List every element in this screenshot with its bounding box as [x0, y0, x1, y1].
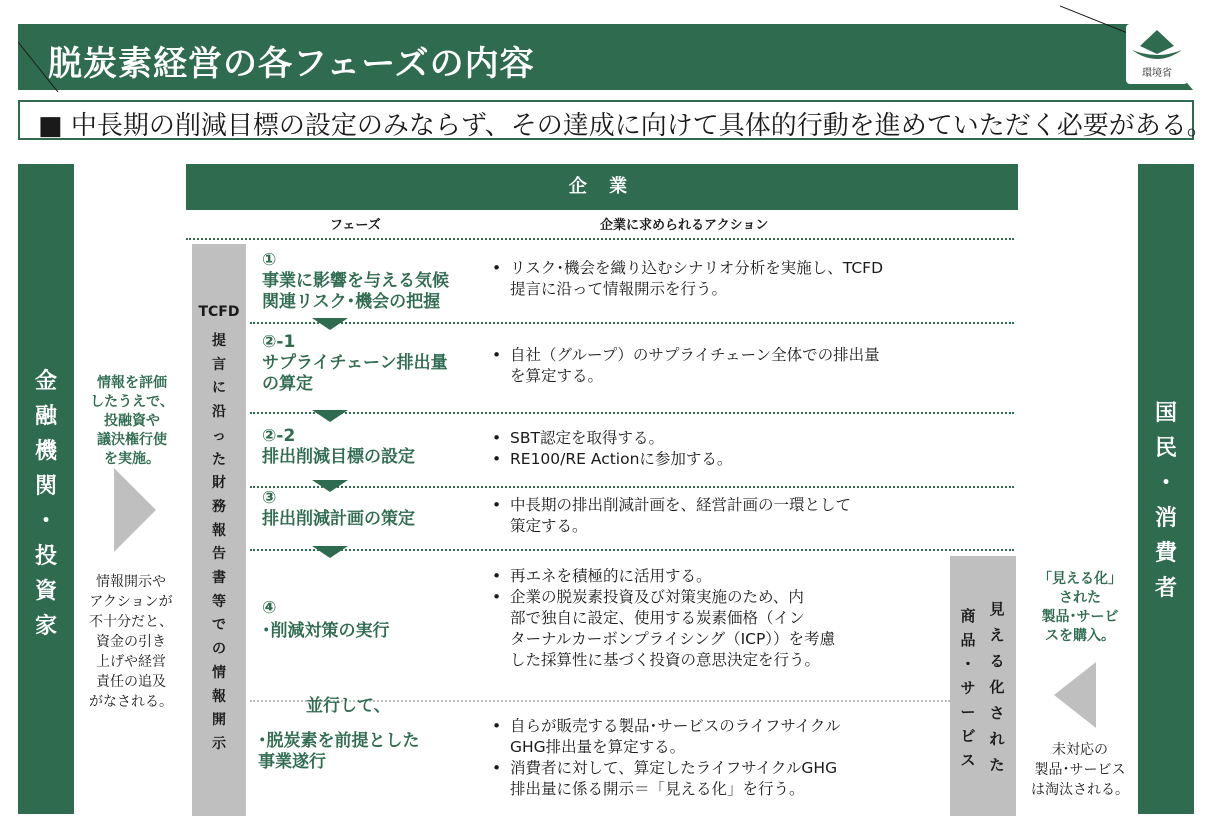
investor-consequence-note	[78, 572, 184, 712]
tcfd-char: 書	[212, 570, 226, 587]
phase-column-header: フェーズ	[330, 218, 381, 233]
investor-bar-char: 資	[34, 579, 57, 604]
investor-bar-char: 投	[34, 544, 57, 569]
consumer-bar-char: 費	[1154, 541, 1177, 566]
note-line: 資金の引き	[96, 634, 166, 650]
visualized-label	[982, 596, 1012, 778]
phase-title-line: ･脱炭素を前提とした	[258, 731, 420, 751]
action-item: • SBT認定を取得する。	[492, 428, 732, 449]
note-line: がなされる。	[89, 694, 173, 710]
action-item: • リスク･機会を織り込むシナリオ分析を実施し、TCFD 提言に沿って情報開示を行う。	[492, 258, 883, 300]
row-divider	[250, 412, 1014, 414]
phase-title-line: 関連リスク･機会の把握	[262, 292, 441, 312]
down-arrow-icon	[312, 318, 348, 330]
phase-title	[262, 426, 415, 468]
note-line: 製品･サービ	[1041, 609, 1119, 625]
phase-title	[262, 488, 415, 530]
consumer-bar-label	[1138, 396, 1194, 606]
tcfd-char: に	[212, 380, 226, 397]
note-line: 投融資や	[104, 413, 160, 429]
visualized-char: え	[989, 626, 1005, 644]
subtitle-text: ■ 中長期の削減目標の設定のみならず、その達成に向けて具体的行動を進めていただく必要がある。	[38, 111, 1213, 141]
visualized-char: た	[989, 756, 1005, 774]
down-arrow-icon	[312, 546, 348, 558]
consumer-bar-char: 消	[1154, 506, 1177, 531]
phase-title-line: ①	[262, 250, 277, 270]
investor-bar-char: 融	[34, 404, 57, 429]
tcfd-char: 告	[212, 546, 226, 563]
investor-bar	[18, 164, 74, 814]
note-line: を実施。	[104, 451, 160, 467]
phase-title	[262, 332, 448, 395]
phase-title-line: 事業遂行	[258, 752, 326, 772]
investor-action-note	[80, 374, 184, 469]
action-item: • RE100/RE Actionに参加する。	[492, 449, 732, 470]
note-line: 上げや経営	[96, 654, 166, 670]
products-char: ー	[960, 703, 976, 721]
tcfd-char: た	[212, 451, 226, 468]
logo-label: 環境省	[1142, 68, 1172, 79]
note-line: 不十分だと、	[89, 614, 173, 630]
right-arrow-icon	[114, 468, 158, 552]
action-item: • 自らが販売する製品･サービスのライフサイクル GHG排出量を算定する。	[492, 716, 840, 758]
phase-title-line: ･削減対策の実行	[262, 621, 390, 641]
tcfd-char: 開	[212, 712, 226, 729]
action-item: • 中長期の排出削減計画を、経営計画の一環として 策定する。	[492, 495, 851, 537]
visualized-char: 見	[989, 600, 1005, 618]
action-list	[492, 495, 851, 537]
phase-title-line: 並行して、	[306, 696, 391, 716]
row-divider	[250, 549, 1014, 551]
products-char: 品	[960, 631, 976, 649]
phase-title	[262, 598, 390, 642]
tcfd-char: 等	[212, 593, 226, 610]
investor-bar-char: 機	[34, 439, 57, 464]
phase-title-line: 排出削減計画の策定	[262, 509, 415, 529]
action-item: • 再エネを積極的に活用する。	[492, 566, 835, 587]
phase-title-line: 事業に影響を与える気候	[262, 271, 449, 291]
products-char: ビ	[960, 727, 976, 745]
note-line: 情報を評価	[97, 375, 167, 391]
tcfd-label: TCFD	[198, 304, 240, 320]
action-list	[492, 716, 840, 800]
phase-title-line: 排出削減目標の設定	[262, 447, 415, 467]
note-line: 製品･サービス	[1034, 762, 1126, 778]
note-line: 「見える化」	[1038, 571, 1122, 587]
note-line: アクションが	[89, 594, 173, 610]
tcfd-char: 示	[212, 735, 226, 752]
tcfd-char: 務	[212, 498, 226, 515]
consumer-action-note	[1024, 570, 1136, 646]
action-item: • 消費者に対して、算定したライフサイクルGHG 排出量に係る開示＝「見える化」を行う。	[492, 758, 840, 800]
action-item: • 自社（グループ）のサプライチェーン全体での排出量 を算定する。	[492, 345, 880, 387]
phase-title-line: ②-1	[262, 332, 296, 352]
products-char: ス	[960, 751, 976, 769]
tcfd-char: 情	[212, 664, 226, 681]
note-line: したうえで、	[90, 394, 174, 410]
phase-title-line: の算定	[262, 374, 313, 394]
note-line: は淘汰される。	[1031, 782, 1129, 798]
tcfd-char: 沿	[212, 404, 226, 421]
phase-title-line: ③	[262, 488, 277, 508]
visualized-char: れ	[989, 730, 1005, 748]
tcfd-char: 提	[212, 333, 226, 349]
page-title: 脱炭素経営の各フェーズの内容	[48, 44, 535, 84]
phase-title-line: サプライチェーン排出量	[262, 353, 448, 373]
action-list	[492, 258, 883, 300]
investor-bar-label	[18, 364, 74, 644]
products-char: 商	[960, 607, 976, 625]
products-char: サ	[960, 679, 976, 697]
left-arrow-icon	[1054, 662, 1098, 728]
action-list	[492, 566, 835, 671]
tcfd-char: 言	[212, 356, 226, 373]
investor-bar-char: 金	[34, 369, 57, 394]
company-header: 企 業	[186, 164, 1018, 210]
consumer-bar-char: ・	[1154, 471, 1177, 496]
note-line: スを購入。	[1045, 628, 1115, 644]
action-list	[492, 345, 880, 387]
investor-bar-char: 関	[34, 474, 57, 499]
tcfd-char: 財	[212, 475, 226, 492]
visualized-char: さ	[989, 704, 1005, 722]
tcfd-char: の	[212, 641, 226, 658]
action-column-header: 企業に求められるアクション	[600, 218, 769, 233]
phase-title-line: ②-2	[262, 426, 296, 446]
visualized-char: る	[989, 652, 1005, 670]
note-line: 情報開示や	[96, 574, 166, 590]
tcfd-char: 報	[212, 688, 226, 705]
investor-bar-char: ・	[34, 509, 57, 534]
products-services-label	[954, 604, 982, 772]
down-arrow-icon	[312, 410, 348, 422]
tcfd-char: で	[212, 617, 226, 634]
tcfd-char: っ	[212, 427, 226, 444]
products-char: ・	[960, 655, 976, 673]
tcfd-disclosure-label	[192, 330, 246, 757]
note-line: 議決権行使	[97, 432, 167, 448]
consumer-consequence-note	[1024, 740, 1136, 800]
investor-bar-char: 家	[34, 614, 57, 639]
note-line: 未対応の	[1052, 742, 1108, 758]
consumer-bar	[1138, 164, 1194, 814]
note-line: 責任の追及	[96, 674, 166, 690]
header-divider	[186, 238, 1014, 240]
tcfd-char: 報	[212, 522, 226, 539]
action-item: • 企業の脱炭素投資及び対策実施のため、内 部で独自に設定、使用する炭素価格（イン ターナルカーボンプライシング（ICP））を考慮 した採算性に基づく投資の意思決定を行う。	[492, 587, 835, 671]
consumer-bar-char: 民	[1154, 436, 1177, 461]
action-list	[492, 428, 732, 470]
consumer-bar-char: 国	[1154, 401, 1177, 426]
visualized-char: 化	[989, 678, 1005, 696]
phase-title	[262, 250, 449, 313]
phase-title-line: ④	[262, 598, 277, 618]
consumer-bar-char: 者	[1154, 576, 1177, 601]
phase-title	[258, 696, 420, 773]
row-divider	[250, 322, 1014, 324]
note-line: された	[1059, 590, 1101, 606]
